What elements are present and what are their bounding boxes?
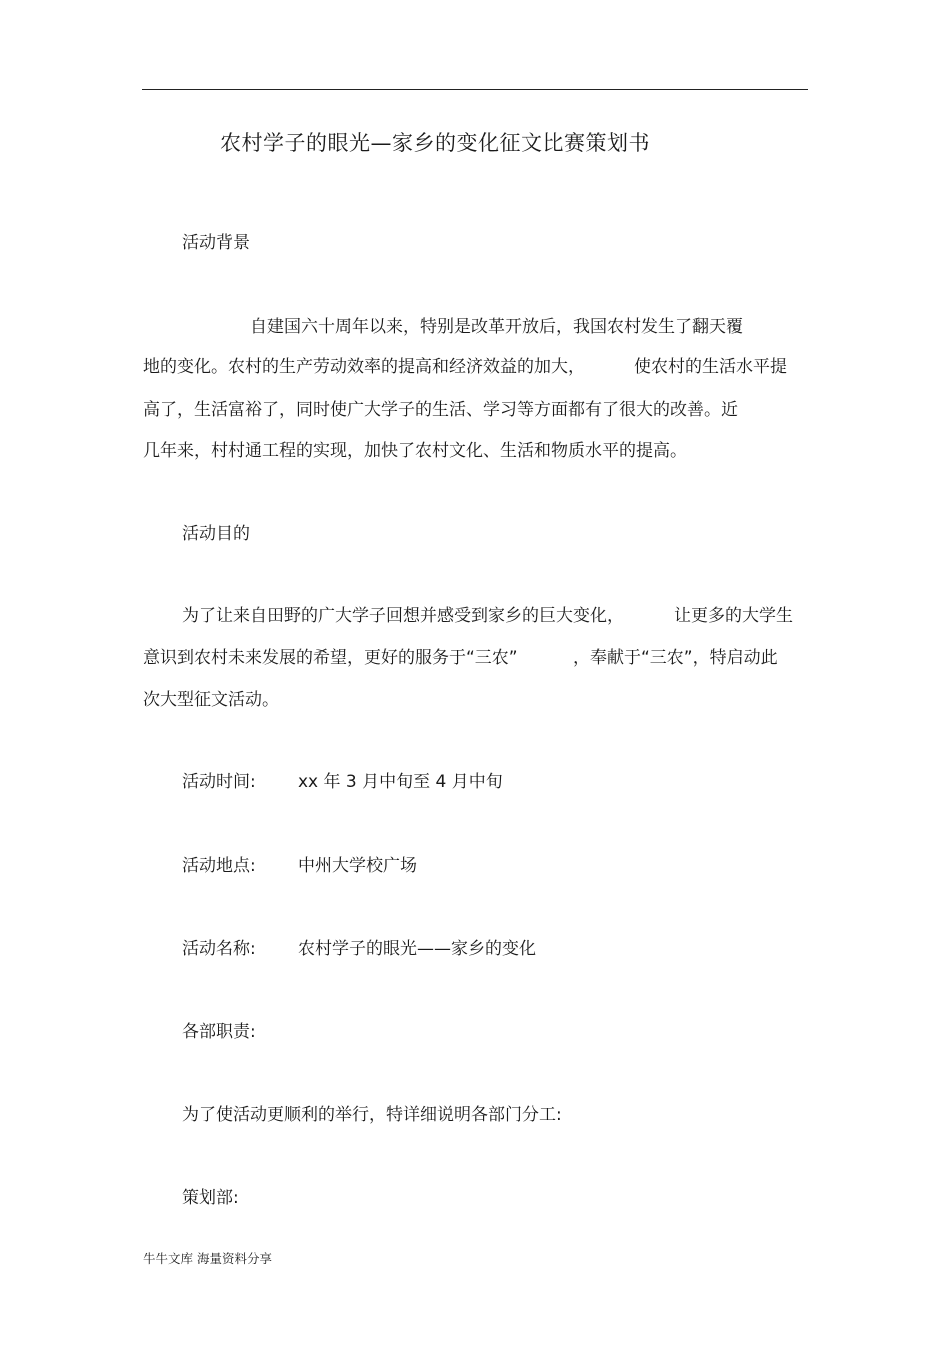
planning-heading: 策划部: xyxy=(182,1188,239,1208)
place-label: 活动地点: xyxy=(182,856,256,876)
background-line-4: 几年来，村村通工程的实现，加快了农村文化、生活和物质水平的提高。 xyxy=(143,441,687,461)
purpose-line-1b: 让更多的大学生 xyxy=(674,606,793,626)
background-line-2b: 使农村的生活水平提 xyxy=(634,357,787,377)
name-label: 活动名称: xyxy=(182,939,256,959)
place-value: 中州大学校广场 xyxy=(298,856,417,876)
purpose-line-1a: 为了让来自田野的广大学子回想并感受到家乡的巨大变化， xyxy=(182,606,624,626)
time-value: xx 年 3 月中旬至 4 月中旬 xyxy=(298,772,503,792)
background-line-3: 高了，生活富裕了，同时使广大学子的生活、学习等方面都有了很大的改善。近 xyxy=(143,400,738,420)
document-title: 农村学子的眼光—家乡的变化征文比赛策划书 xyxy=(220,131,650,155)
purpose-line-2b: ，奉献于“三农”，特启动此 xyxy=(573,648,778,668)
duties-intro: 为了使活动更顺利的举行，特详细说明各部门分工: xyxy=(182,1105,562,1125)
name-value: 农村学子的眼光——家乡的变化 xyxy=(298,939,536,959)
background-heading: 活动背景 xyxy=(182,233,250,253)
background-line-2a: 地的变化。农村的生产劳动效率的提高和经济效益的加大， xyxy=(143,357,585,377)
background-line-1: 自建国六十周年以来，特别是改革开放后，我国农村发生了翻天覆 xyxy=(250,317,743,337)
footer-text: 牛牛文库 海量资料分享 xyxy=(143,1251,272,1266)
duties-heading: 各部职责: xyxy=(182,1022,256,1042)
purpose-heading: 活动目的 xyxy=(182,524,250,544)
purpose-line-2a: 意识到农村未来发展的希望，更好的服务于“三农” xyxy=(143,648,518,668)
header-rule xyxy=(142,89,808,90)
time-label: 活动时间: xyxy=(182,772,256,792)
purpose-line-3: 次大型征文活动。 xyxy=(143,690,279,710)
